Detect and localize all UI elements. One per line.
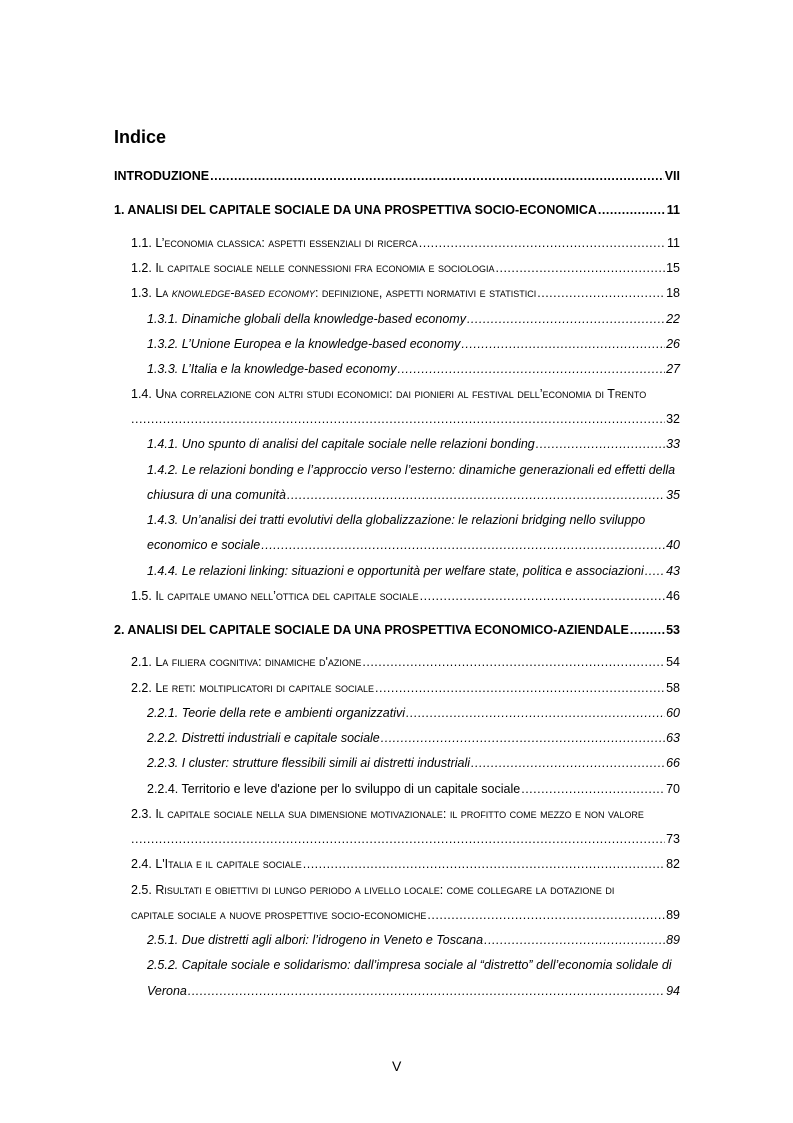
- toc-entry-label-emphasis: knowledge-based economy: [171, 286, 315, 300]
- toc-entry-2-2-3[interactable]: [0, 755, 680, 771]
- dot-leader: [521, 781, 665, 797]
- toc-entry-2-5-2-label[interactable]: 2.5.2. Capitale sociale e solidarismo: dall’impresa sociale al “distretto” dell’economia solidale di: [147, 958, 672, 972]
- toc-entry-label: 2.2.2. Distretti industriali e capitale sociale: [147, 731, 380, 745]
- toc-entry-label: 1.3.3. L’Italia e la knowledge-based economy: [147, 362, 397, 376]
- toc-entry-page: 94: [666, 984, 680, 998]
- toc-entry-label: 2.2.3. I cluster: strutture flessibili simili ai distretti industriali: [147, 756, 471, 770]
- toc-entry-label-suffix: : definizione, aspetti normativi e statistici: [314, 286, 537, 300]
- dot-leader: [598, 202, 666, 218]
- toc-entry-page: 70: [666, 782, 680, 796]
- dot-leader: [210, 168, 664, 184]
- toc-entry-page: VII: [664, 169, 680, 183]
- toc-entry-page: 26: [666, 337, 680, 351]
- toc-entry-2-2-1[interactable]: [0, 705, 680, 721]
- toc-entry-label: 2. ANALISI DEL CAPITALE SOCIALE DA UNA PROSPETTIVA ECONOMICO-AZIENDALE: [114, 623, 629, 637]
- toc-entry-1-4-3[interactable]: [0, 537, 680, 553]
- toc-entry-page: 60: [666, 706, 680, 720]
- dot-leader: [131, 831, 665, 847]
- dot-leader: [375, 680, 665, 696]
- toc-entry-1-4-2-label[interactable]: 1.4.2. Le relazioni bonding e l’approccio verso l’esterno: dinamiche generazionali ed effetti della: [147, 463, 676, 477]
- dot-leader: [537, 285, 665, 301]
- dot-leader: [427, 907, 665, 923]
- toc-entry-label: INTRODUZIONE: [114, 169, 210, 183]
- toc-entry-label: 2.5.1. Due distretti agli albori: l’idrogeno in Veneto e Toscana: [147, 933, 484, 947]
- toc-entry-page: 63: [666, 731, 680, 745]
- toc-entry-label: 2.2.4. Territorio e leve d'azione per lo sviluppo di un capitale sociale: [147, 782, 521, 796]
- toc-entry-page: 35: [666, 488, 680, 502]
- dot-leader: [461, 336, 665, 352]
- dot-leader: [131, 411, 665, 427]
- toc-entry-1-4-2[interactable]: [0, 487, 680, 503]
- toc-entry-1-3-2[interactable]: [0, 336, 680, 352]
- toc-entry-1-3-1[interactable]: [0, 311, 680, 327]
- toc-entry-2-4[interactable]: [0, 856, 680, 872]
- toc-entry-2-2-2[interactable]: [0, 730, 680, 746]
- toc-entry-2-3[interactable]: [0, 831, 680, 847]
- toc-entry-chapter-1[interactable]: [0, 202, 680, 218]
- toc-entry-label: 2.1. La filiera cognitiva: dinamiche d'azione: [131, 655, 362, 669]
- toc-entry-label: Verona: [147, 984, 187, 998]
- dot-leader: [420, 588, 665, 604]
- toc-entry-2-5[interactable]: [0, 907, 680, 923]
- toc-entry-1-3-3[interactable]: [0, 361, 680, 377]
- toc-entry-1-1[interactable]: [0, 235, 680, 251]
- toc-entry-page: 46: [666, 589, 680, 603]
- toc-entry-label: 2.4. L'Italia e il capitale sociale: [131, 857, 302, 871]
- toc-entry-label: 1.3.1. Dinamiche globali della knowledge-based economy: [147, 312, 466, 326]
- toc-entry-page: 18: [666, 286, 680, 300]
- toc-entry-2-5-label[interactable]: 2.5. Risultati e obiettivi di lungo periodo a livello locale: come collegare la dotazione di: [131, 883, 615, 897]
- dot-leader: [303, 856, 665, 872]
- toc-entry-label: 1.3.2. L’Unione Europea e la knowledge-based economy: [147, 337, 461, 351]
- toc-entry-1-4-4[interactable]: [0, 563, 680, 579]
- dot-leader: [536, 436, 665, 452]
- toc-entry-page: 66: [666, 756, 680, 770]
- toc-entry-page: 54: [666, 655, 680, 669]
- page-number: V: [392, 1058, 402, 1074]
- toc-entry-page: 22: [666, 312, 680, 326]
- dot-leader: [381, 730, 665, 746]
- toc-entry-label: [131, 285, 536, 301]
- toc-entry-introduzione[interactable]: [0, 168, 680, 184]
- toc-entry-1-4-3-label[interactable]: 1.4.3. Un’analisi dei tratti evolutivi della globalizzazione: le relazioni bridging nello sviluppo: [147, 513, 646, 527]
- dot-leader: [261, 537, 665, 553]
- toc-entry-2-1[interactable]: [0, 654, 680, 670]
- dot-leader: [397, 361, 665, 377]
- toc-entry-page: 43: [666, 564, 680, 578]
- toc-entry-page: 33: [666, 437, 680, 451]
- toc-entry-label: 1. ANALISI DEL CAPITALE SOCIALE DA UNA PROSPETTIVA SOCIO-ECONOMICA: [114, 203, 597, 217]
- toc-entry-page: 32: [666, 412, 680, 426]
- toc-entry-label-prefix: 1.3. La: [131, 286, 172, 300]
- toc-entry-page: 58: [666, 681, 680, 695]
- toc-entry-page: 53: [666, 623, 680, 637]
- dot-leader: [467, 311, 665, 327]
- dot-leader: [645, 563, 665, 579]
- toc-entry-page: 82: [666, 857, 680, 871]
- toc-entry-label: 2.2. Le reti: moltiplicatori di capitale sociale: [131, 681, 374, 695]
- dot-leader: [484, 932, 665, 948]
- toc-entry-page: 89: [666, 933, 680, 947]
- toc-entry-label: economico e sociale: [147, 538, 261, 552]
- toc-entry-2-5-1[interactable]: [0, 932, 680, 948]
- dot-leader: [419, 235, 666, 251]
- toc-entry-label: capitale sociale a nuove prospettive socio-economiche: [131, 908, 427, 922]
- dot-leader: [471, 755, 665, 771]
- toc-entry-label: 1.4.4. Le relazioni linking: situazioni e opportunità per welfare state, politica e associazioni: [147, 564, 644, 578]
- toc-entry-2-2-4[interactable]: [0, 781, 680, 797]
- toc-entry-2-5-2[interactable]: [0, 983, 680, 999]
- dot-leader: [362, 654, 665, 670]
- toc-entry-page: 11: [666, 203, 680, 217]
- toc-entry-page: 73: [666, 832, 680, 846]
- toc-entry-page: 40: [666, 538, 680, 552]
- toc-entry-1-3[interactable]: [0, 285, 680, 301]
- dot-leader: [287, 487, 665, 503]
- toc-entry-label: 1.5. Il capitale umano nell’ottica del capitale sociale: [131, 589, 419, 603]
- toc-entry-page: 27: [666, 362, 680, 376]
- toc-entry-2-3-label[interactable]: 2.3. Il capitale sociale nella sua dimensione motivazionale: il profitto come mezzo e non valore: [131, 807, 644, 821]
- toc-entry-label: chiusura di una comunità: [147, 488, 286, 502]
- toc-entry-2-2[interactable]: [0, 680, 680, 696]
- toc-entry-page: 89: [666, 908, 680, 922]
- page-title: Indice: [114, 127, 167, 147]
- toc-entry-1-4-label[interactable]: 1.4. Una correlazione con altri studi economici: dai pionieri al festival dell’economia di Trento: [131, 387, 647, 401]
- dot-leader: [188, 983, 665, 999]
- toc-entry-label: 1.1. L’economia classica: aspetti essenziali di ricerca: [131, 236, 418, 250]
- toc-entry-page: 11: [667, 236, 680, 250]
- toc-entry-1-4-1[interactable]: [0, 436, 680, 452]
- toc-entry-chapter-2[interactable]: [0, 622, 680, 638]
- dot-leader: [630, 622, 665, 638]
- toc-entry-1-2[interactable]: [0, 260, 680, 276]
- dot-leader: [406, 705, 665, 721]
- toc-entry-label: 2.2.1. Teorie della rete e ambienti organizzativi: [147, 706, 406, 720]
- toc-entry-1-5[interactable]: [0, 588, 680, 604]
- toc-entry-label: 1.2. Il capitale sociale nelle connessioni fra economia e sociologia: [131, 261, 495, 275]
- dot-leader: [496, 260, 666, 276]
- toc-entry-1-4[interactable]: [0, 411, 680, 427]
- toc-entry-label: 1.4.1. Uno spunto di analisi del capitale sociale nelle relazioni bonding: [147, 437, 535, 451]
- toc-entry-page: 15: [666, 261, 680, 275]
